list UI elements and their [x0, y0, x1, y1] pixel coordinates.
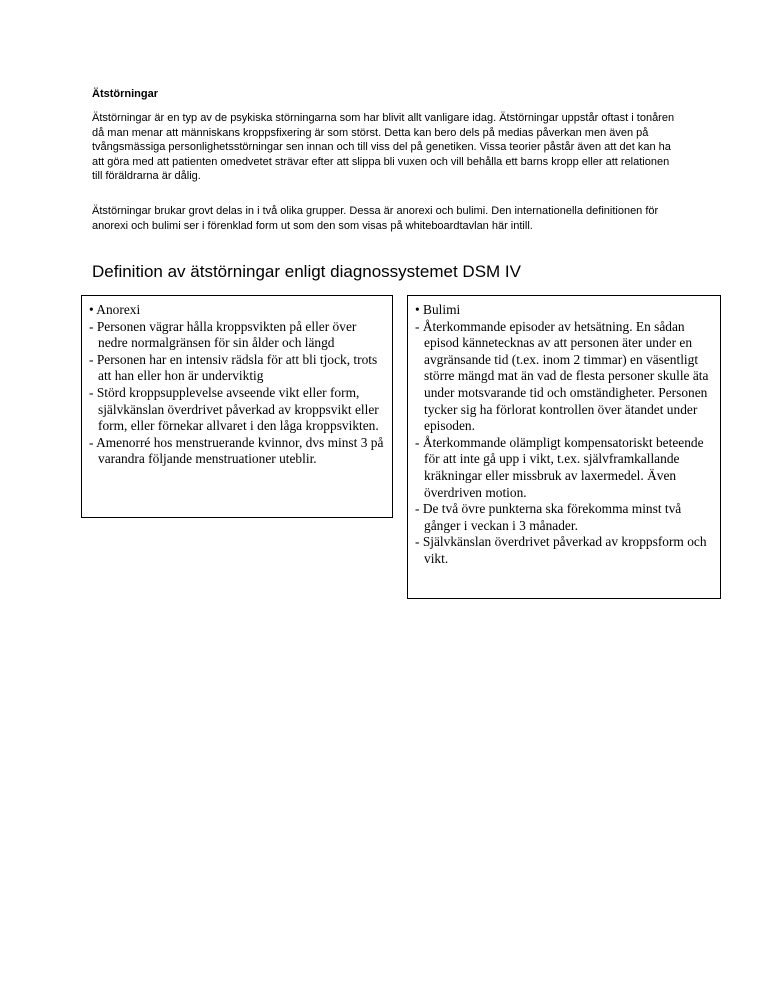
- list-item: - Självkänslan överdrivet påverkad av kroppsform och vikt.: [415, 534, 713, 567]
- list-item: - Amenorré hos menstruerande kvinnor, dvs minst 3 på varandra följande menstruationer uteblir.: [89, 435, 385, 468]
- anorexi-definition-box: [81, 295, 393, 518]
- list-item: - De två övre punkterna ska förekomma minst två gånger i veckan i 3 månader.: [415, 501, 713, 534]
- list-item: - Återkommande episoder av hetsätning. En sådan episod kännetecknas av att personen äter under en avgränsande tid (t.ex. inom 2 timmar) en väsentligt större mängd mat än vad de flesta personer skulle äta under motsvarande tid och omständigheter. Personen tycker sig ha förlorat kontrollen över ätandet under episoden.: [415, 319, 713, 435]
- bulimi-title: • Bulimi: [415, 302, 461, 317]
- bulimi-definition-box: [407, 295, 721, 599]
- groups-paragraph: Ätstörningar brukar grovt delas in i två olika grupper. Dessa är anorexi och bulimi. Den internationella definitionen för anorexi och bulimi ser i förenklad form ut som den som visas på whiteboardtavlan här intill.: [92, 205, 659, 232]
- list-item: - Återkommande olämpligt kompensatoriskt beteende för att inte gå upp i vikt, t.ex. självframkallande kräkningar eller missbruk av laxermedel. Även överdriven motion.: [415, 435, 713, 501]
- anorexi-criteria-list: [89, 319, 385, 468]
- bulimi-criteria-list: [415, 319, 713, 568]
- page-heading: Ätstörningar: [92, 88, 158, 100]
- list-item: - Störd kroppsupplevelse avseende vikt eller form, självkänslan överdrivet påverkad av kroppsvikt eller form, eller förnekar allvaret i den låga kroppsvikten.: [89, 385, 385, 435]
- definition-subheading: Definition av ätstörningar enligt diagnossystemet DSM IV: [92, 262, 521, 281]
- list-item: - Personen vägrar hålla kroppsvikten på eller över nedre normalgränsen för sin ålder och längd: [89, 319, 385, 352]
- anorexi-title: • Anorexi: [89, 302, 141, 317]
- list-item: - Personen har en intensiv rädsla för att bli tjock, trots att han eller hon är underviktig: [89, 352, 385, 385]
- intro-paragraph: Ätstörningar är en typ av de psykiska störningarna som har blivit allt vanligare idag. Ätstörningar uppstår oftast i tonåren då man menar att människans kroppsfixering är som störst. Detta kan bero dels på medias påverkan men även på tvångsmässiga personlighetsstörningar sen innan och till viss del på genetiken. Vissa teorier påstår även att det kan ha att göra med att patienten omedvetet strävar efter att slippa bli vuxen och vill behålla ett barns kropp eller att relationen till föräldrarna är dålig.: [92, 112, 675, 183]
